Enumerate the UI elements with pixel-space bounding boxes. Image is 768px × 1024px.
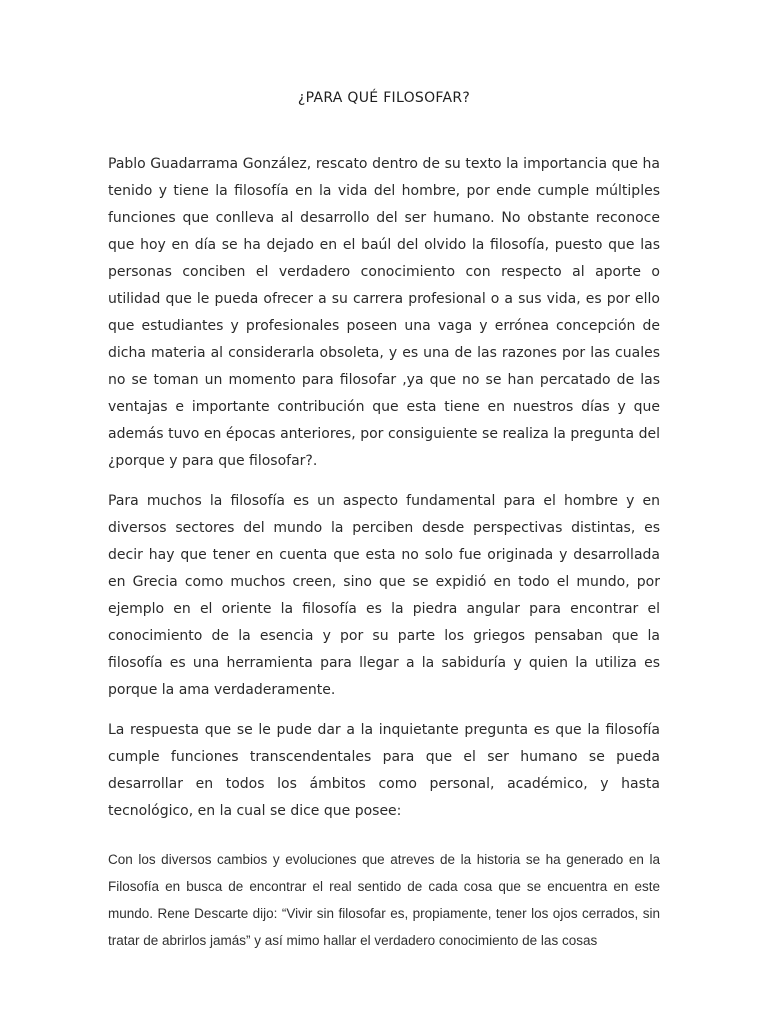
document-title: ¿PARA QUÉ FILOSOFAR? (297, 90, 471, 106)
paragraph-2: Para muchos la filosofía es un aspecto fundamental para el hombre y en diversos sectores del mundo la perciben desde perspectivas distintas, es decir hay que tener en cuenta que esta no solo fue originada y desarrollada en Grecia como muchos creen, sino que se expidió en todo el mundo, por ejemplo en el oriente la filosofía es la piedra angular para encontrar el conocimiento de la esencia y por su parte los griegos pensaban que la filosofía es una herramienta para llegar a la sabiduría y quien la utiliza es porque la ama verdaderamente. (108, 493, 660, 698)
paragraph-3: La respuesta que se le pude dar a la inquietante pregunta es que la filosofía cumple funciones transcendentales para que el ser humano se pueda desarrollar en todos los ámbitos como personal, académico, y hasta tecnológico, en la cual se dice que posee: (108, 722, 660, 819)
document-body (108, 151, 660, 967)
paragraph-4: Con los diversos cambios y evoluciones que atreves de la historia se ha generado en la Filosofía en busca de encontrar el real sentido de cada cosa que se encuentra en este mundo. Rene Descarte dijo: “Vivir sin filosofar es, propiamente, tener los ojos cerrados, sin tratar de abrirlos jamás” y así mimo hallar el verdadero conocimiento de las cosas (108, 852, 660, 948)
paragraph-1: Pablo Guadarrama González, rescato dentro de su texto la importancia que ha tenido y tiene la filosofía en la vida del hombre, por ende cumple múltiples funciones que conlleva al desarrollo del ser humano. No obstante reconoce que hoy en día se ha dejado en el baúl del olvido la filosofía, puesto que las personas conciben el verdadero conocimiento con respecto al aporte o utilidad que le pueda ofrecer a su carrera profesional o a sus vida, es por ello que estudiantes y profesionales poseen una vaga y errónea concepción de dicha materia al considerarla obsoleta, y es una de las razones por las cuales no se toman un momento para filosofar ,ya que no se han percatado de las ventajas e importante contribución que esta tiene en nuestros días y que además tuvo en épocas anteriores, por consiguiente se realiza la pregunta del ¿porque y para que filosofar?. (108, 156, 660, 469)
